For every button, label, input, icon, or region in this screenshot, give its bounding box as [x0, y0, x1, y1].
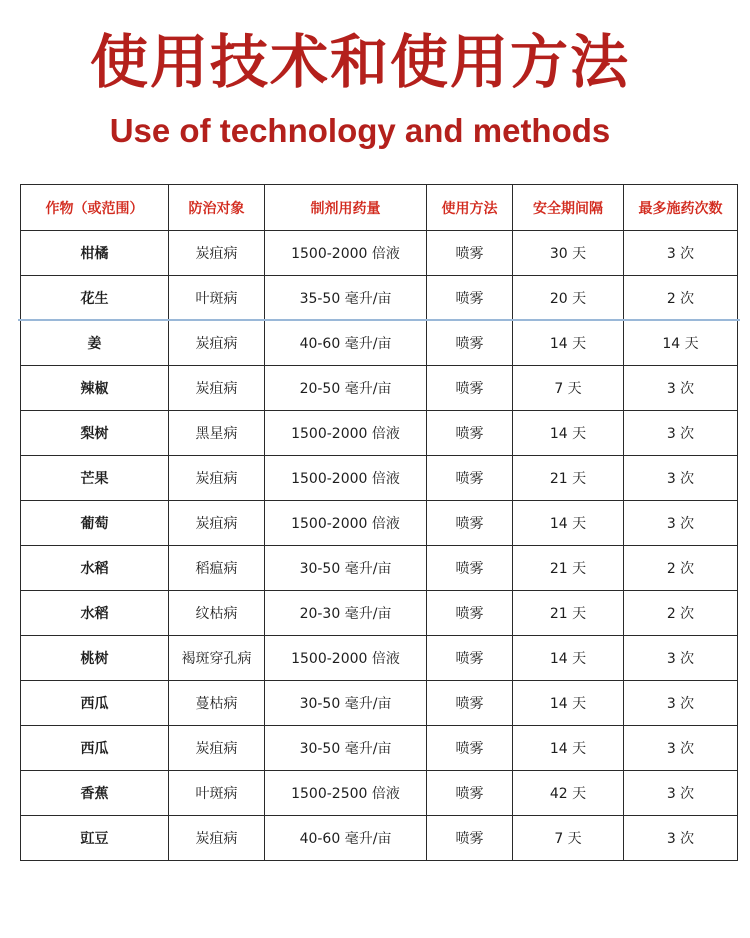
cell-target: 褐斑穿孔病 — [169, 636, 265, 681]
cell-target: 炭疽病 — [169, 726, 265, 771]
page-title-chinese: 使用技术和使用方法 — [89, 28, 630, 96]
cell-crop: 香蕉 — [21, 771, 169, 816]
cell-crop: 豇豆 — [21, 816, 169, 861]
table-header-row — [21, 185, 738, 231]
header-max-times: 最多施药次数 — [624, 185, 738, 231]
cell-interval: 30 天 — [513, 231, 624, 276]
cell-target: 蔓枯病 — [169, 681, 265, 726]
cell-interval: 14 天 — [513, 726, 624, 771]
cell-max-times: 3 次 — [624, 366, 738, 411]
cell-target: 炭疽病 — [169, 816, 265, 861]
cell-target: 纹枯病 — [169, 591, 265, 636]
cell-interval: 14 天 — [513, 321, 624, 366]
table-row — [21, 816, 738, 861]
cell-target: 炭疽病 — [169, 366, 265, 411]
cell-dosage: 1500-2000 倍液 — [265, 501, 427, 546]
table-row — [21, 231, 738, 276]
cell-dosage: 30-50 毫升/亩 — [265, 681, 427, 726]
page-title-english: Use of technology and methods — [109, 112, 611, 149]
cell-max-times: 3 次 — [624, 771, 738, 816]
cell-crop: 西瓜 — [21, 726, 169, 771]
cell-interval: 20 天 — [513, 276, 624, 321]
scan-divider-line — [18, 319, 740, 321]
table-row — [21, 546, 738, 591]
cell-method: 喷雾 — [427, 546, 513, 591]
cell-dosage: 1500-2000 倍液 — [265, 636, 427, 681]
table-row — [21, 681, 738, 726]
cell-method: 喷雾 — [427, 501, 513, 546]
cell-interval: 21 天 — [513, 546, 624, 591]
cell-crop: 西瓜 — [21, 681, 169, 726]
cell-target: 黑星病 — [169, 411, 265, 456]
cell-max-times: 3 次 — [624, 681, 738, 726]
cell-max-times: 3 次 — [624, 501, 738, 546]
cell-target: 叶斑病 — [169, 276, 265, 321]
cell-dosage: 1500-2000 倍液 — [265, 456, 427, 501]
cell-max-times: 2 次 — [624, 591, 738, 636]
cell-crop: 水稻 — [21, 591, 169, 636]
header-dosage: 制剂用药量 — [265, 185, 427, 231]
cell-crop: 柑橘 — [21, 231, 169, 276]
cell-target: 炭疽病 — [169, 321, 265, 366]
cell-interval: 42 天 — [513, 771, 624, 816]
table-row — [21, 726, 738, 771]
header-interval: 安全期间隔 — [513, 185, 624, 231]
cell-crop: 花生 — [21, 276, 169, 321]
cell-max-times: 3 次 — [624, 816, 738, 861]
cell-interval: 14 天 — [513, 636, 624, 681]
cell-target: 叶斑病 — [169, 771, 265, 816]
cell-max-times: 3 次 — [624, 636, 738, 681]
cell-interval: 21 天 — [513, 591, 624, 636]
cell-interval: 7 天 — [513, 816, 624, 861]
cell-method: 喷雾 — [427, 681, 513, 726]
cell-crop: 梨树 — [21, 411, 169, 456]
cell-max-times: 3 次 — [624, 456, 738, 501]
cell-method: 喷雾 — [427, 456, 513, 501]
cell-crop: 桃树 — [21, 636, 169, 681]
cell-crop: 水稻 — [21, 546, 169, 591]
cell-method: 喷雾 — [427, 321, 513, 366]
cell-interval: 14 天 — [513, 681, 624, 726]
cell-target: 稻瘟病 — [169, 546, 265, 591]
table-row — [21, 591, 738, 636]
cell-crop: 姜 — [21, 321, 169, 366]
cell-dosage: 30-50 毫升/亩 — [265, 546, 427, 591]
cell-max-times: 3 次 — [624, 231, 738, 276]
cell-crop: 辣椒 — [21, 366, 169, 411]
cell-method: 喷雾 — [427, 636, 513, 681]
cell-method: 喷雾 — [427, 231, 513, 276]
cell-method: 喷雾 — [427, 366, 513, 411]
header-crop: 作物（或范围） — [21, 185, 169, 231]
header-method: 使用方法 — [427, 185, 513, 231]
cell-dosage: 1500-2500 倍液 — [265, 771, 427, 816]
cell-interval: 21 天 — [513, 456, 624, 501]
header-target: 防治对象 — [169, 185, 265, 231]
table-row — [21, 636, 738, 681]
table-row — [21, 276, 738, 321]
cell-dosage: 40-60 毫升/亩 — [265, 321, 427, 366]
cell-dosage: 1500-2000 倍液 — [265, 411, 427, 456]
table-row — [21, 411, 738, 456]
table-body — [21, 231, 738, 861]
cell-method: 喷雾 — [427, 771, 513, 816]
usage-table — [20, 184, 738, 861]
table-row — [21, 501, 738, 546]
cell-dosage: 1500-2000 倍液 — [265, 231, 427, 276]
cell-crop: 葡萄 — [21, 501, 169, 546]
cell-max-times: 3 次 — [624, 411, 738, 456]
cell-method: 喷雾 — [427, 726, 513, 771]
cell-dosage: 40-60 毫升/亩 — [265, 816, 427, 861]
cell-target: 炭疽病 — [169, 456, 265, 501]
cell-interval: 14 天 — [513, 501, 624, 546]
cell-dosage: 35-50 毫升/亩 — [265, 276, 427, 321]
cell-dosage: 20-50 毫升/亩 — [265, 366, 427, 411]
cell-dosage: 20-30 毫升/亩 — [265, 591, 427, 636]
cell-method: 喷雾 — [427, 411, 513, 456]
cell-dosage: 30-50 毫升/亩 — [265, 726, 427, 771]
cell-target: 炭疽病 — [169, 501, 265, 546]
cell-interval: 14 天 — [513, 411, 624, 456]
cell-max-times: 2 次 — [624, 276, 738, 321]
cell-method: 喷雾 — [427, 816, 513, 861]
table-row — [21, 366, 738, 411]
cell-max-times: 2 次 — [624, 546, 738, 591]
cell-method: 喷雾 — [427, 276, 513, 321]
table-row — [21, 771, 738, 816]
table-row — [21, 321, 738, 366]
cell-max-times: 3 次 — [624, 726, 738, 771]
cell-method: 喷雾 — [427, 591, 513, 636]
cell-max-times: 14 天 — [624, 321, 738, 366]
table-row — [21, 456, 738, 501]
cell-target: 炭疽病 — [169, 231, 265, 276]
cell-interval: 7 天 — [513, 366, 624, 411]
cell-crop: 芒果 — [21, 456, 169, 501]
